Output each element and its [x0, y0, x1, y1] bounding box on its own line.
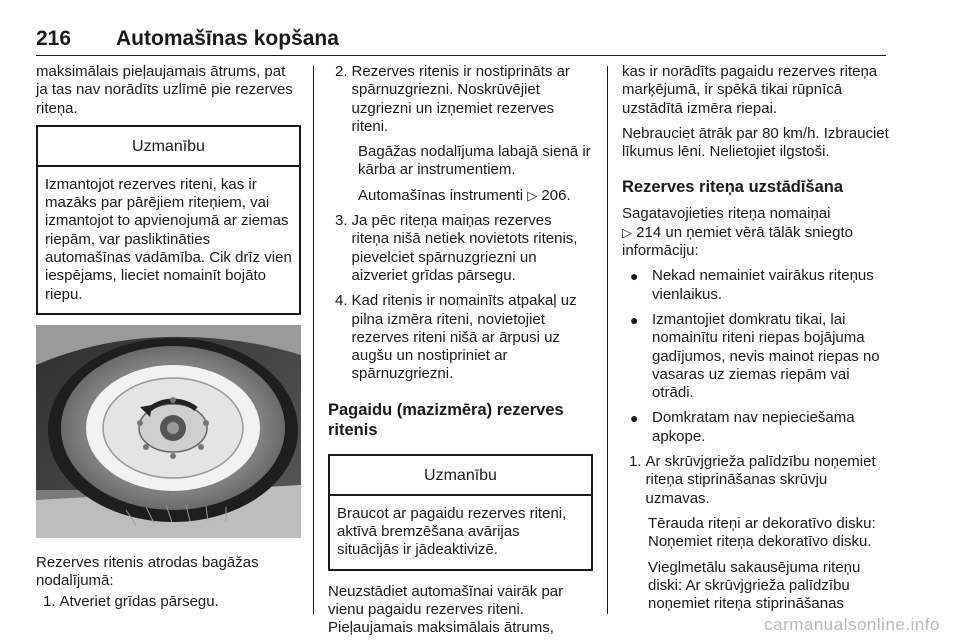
page-number: 216 [36, 27, 72, 50]
column-divider-2 [607, 66, 608, 614]
step-2-reference [328, 187, 593, 205]
intro-text: maksimālais pieļaujamais ātrums, pat ja tas nav norādīts uzlīmē pie rezerves riteņa. [36, 63, 293, 117]
step-1 [622, 453, 890, 508]
page-reference-arrow-icon: ▷ [622, 224, 632, 240]
step-number: 1. [43, 592, 56, 610]
header-divider [36, 55, 886, 56]
prep-reference[interactable]: 214 un ņemiet vērā tālāk sniegto informāciju: [622, 223, 853, 260]
caution-box [328, 454, 593, 571]
bullet-dot-icon: ● [630, 268, 639, 285]
step-1-note: Vieglmetālu sakausējuma riteņu diski: Ar skrūvjgrieža palīdzību noņemiet riteņa stiprināšanas [648, 558, 861, 613]
page-reference-arrow-icon: ▷ [527, 187, 538, 203]
step-2-note: Bagāžas nodalījuma labajā sienā ir kārba ar instrumentiem. [358, 143, 591, 179]
bullet-text: Nekad nemainiet vairākus riteņus vienlaikus. [652, 267, 874, 303]
reference-page[interactable]: 206. [541, 186, 571, 204]
speed-note: Nebrauciet ātrāk par 80 km/h. Izbrauciet līkumus lēni. Nelietojiet ilgstoši. [622, 124, 889, 161]
step-text: Atveriet grīdas pārsegu. [59, 592, 219, 610]
section-heading: Rezerves riteņa uzstādīšana [622, 178, 844, 197]
spare-wheel-photo [36, 325, 301, 538]
step-3 [328, 212, 593, 285]
bullet-dot-icon: ● [630, 410, 639, 427]
bullet-item [630, 267, 890, 304]
step-text: Ar skrūvjgrieža palīdzību noņemiet riteņa stiprināšanas skrūvju uzmavas. [645, 453, 876, 507]
column-3 [622, 63, 890, 613]
step-number: 3. [335, 212, 348, 230]
step-1-note: Tērauda riteņi ar dekoratīvo disku: Noņemiet riteņa dekoratīvo disku. [648, 514, 876, 551]
step-number: 1. [629, 453, 642, 471]
caution-title: Uzmanību [38, 127, 299, 167]
watermark: carmanualsonline.info [764, 615, 940, 634]
section-title: Automašīnas kopšana [116, 27, 339, 50]
step-number: 2. [335, 63, 348, 80]
step-2 [328, 63, 593, 136]
bullet-text: Domkratam nav nepieciešama apkope. [652, 409, 855, 445]
section-heading: Pagaidu (mazizmēra) rezerves ritenis [328, 400, 564, 439]
step-text: Kad ritenis ir nomainīts atpakaļ uz pilna izmēra riteni, novietojiet rezerves riteni nišā ar ārpusi uz augšu un nostipriniet ar spārnuzgriezni. [351, 292, 577, 383]
bullet-text: Izmantojiet domkratu tikai, lai nomainītu riteni riepas bojājuma gadījumos, nevis mainot riepas no vasaras uz ziemas riepām vai otrādi. [652, 310, 880, 402]
bullet-dot-icon: ● [630, 311, 639, 328]
caution-title: Uzmanību [330, 456, 591, 496]
caution-box [36, 125, 301, 315]
bullet-item [630, 409, 890, 446]
column-2 [328, 63, 593, 638]
reference-text: Automašīnas instrumenti [358, 186, 524, 204]
step-1 [36, 593, 301, 611]
bullet-item [630, 311, 890, 402]
caution-body: Braucot ar pagaidu rezerves riteni, aktīvā bremzēšana avārijas situācijās ir jādeaktivizē. [337, 504, 567, 559]
page-header [36, 27, 886, 57]
column-divider-1 [313, 66, 314, 614]
step-4 [328, 292, 593, 383]
intro-text: kas ir norādīts pagaidu rezerves riteņa marķējumā, ir spēkā tikai rūpnīcā uzstādītā izmēra riepai. [622, 63, 878, 117]
outro-text: Neuzstādiet automašīnai vairāk par vienu pagaidu rezerves riteni. Pieļaujamais maksimālais ātrums, [328, 582, 564, 637]
photo-caption: Rezerves ritenis atrodas bagāžas nodalījumā: [36, 553, 259, 590]
step-text: Rezerves ritenis ir nostiprināts ar spārnuzgriezni. Noskrūvējiet uzgriezni un izņemiet rezerves riteni. [351, 63, 570, 135]
prep-text [622, 205, 890, 260]
step-number: 4. [335, 292, 348, 310]
prep-line: Sagatavojieties riteņa nomaiņai [622, 205, 831, 223]
column-1 [36, 63, 301, 611]
caution-body: Izmantojot rezerves riteni, kas ir mazāks par pārējiem riteņiem, vai izmantojot to apvienojumā ar ziemas riepām, var pasliktināties automašīnas vadāmība. Cik drīz vien iespējams, lieciet nomainīt bojāto riepu. [45, 175, 292, 303]
step-text: Ja pēc riteņa maiņas rezerves riteņa nišā netiek novietots ritenis, pievelciet spārnuzgriezni un aizveriet grīdas pārsegu. [351, 212, 578, 284]
